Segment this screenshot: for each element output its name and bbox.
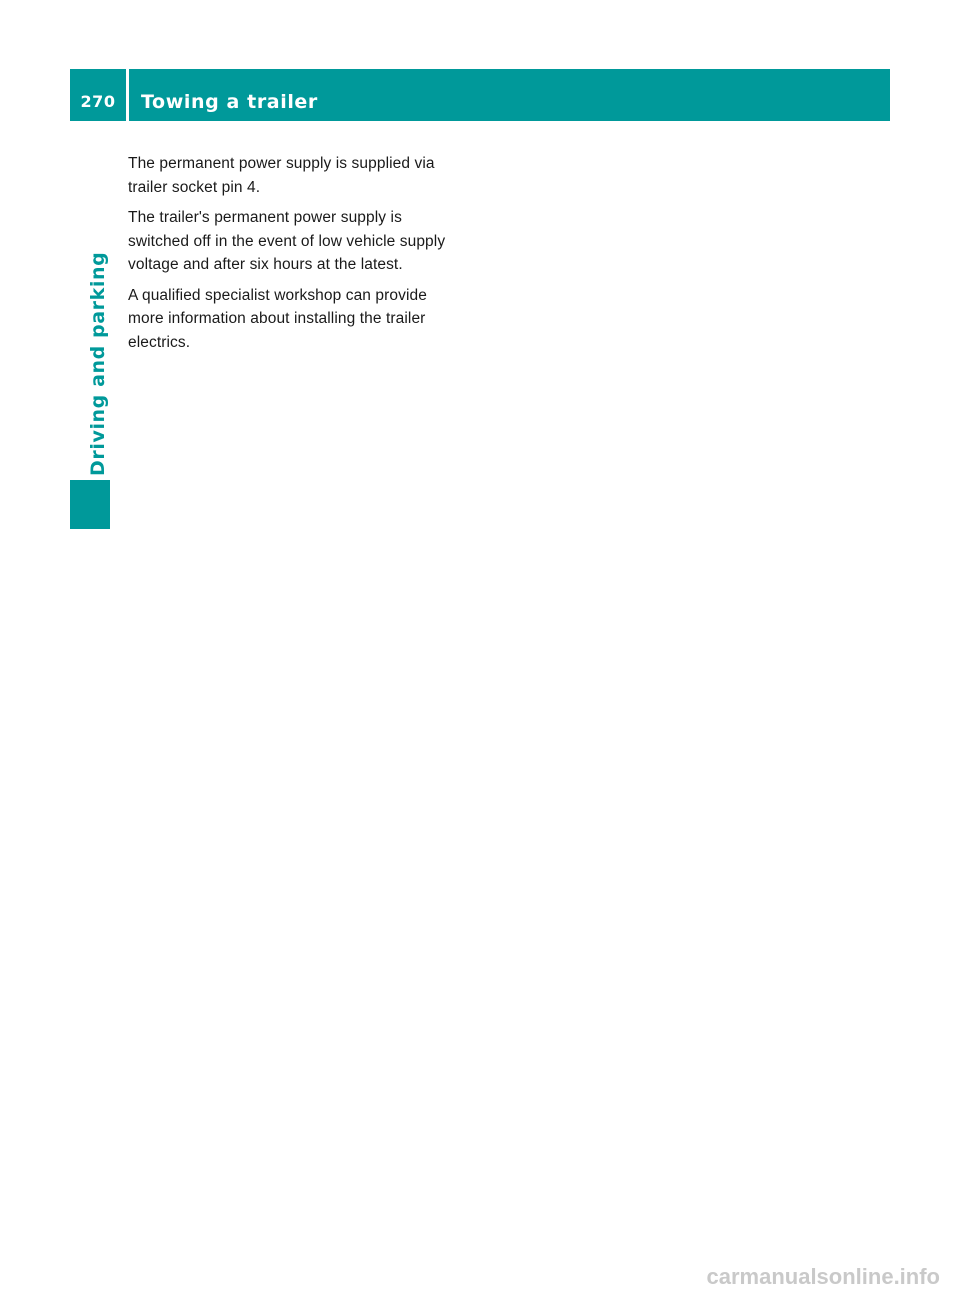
chapter-tab-marker (70, 480, 110, 529)
paragraph-power-supply: The permanent power supply is supplied via trailer socket pin 4. (128, 155, 435, 196)
chapter-tab-label: Driving and parking (87, 251, 109, 476)
body-text (128, 152, 462, 361)
paragraph-workshop: A qualified specialist workshop can provide more information about installing the trailer electrics. (128, 286, 427, 351)
paragraph-switch-off: The trailer's permanent power supply is switched off in the event of low vehicle supply voltage and after six hours at the latest. (128, 209, 446, 273)
watermark-logo (584, 1262, 944, 1292)
header-divider (126, 69, 129, 121)
section-title: Towing a trailer (141, 91, 318, 113)
page-number: 270 (80, 92, 116, 111)
svg-text:carmanualsonline.info: carmanualsonline.info (706, 1264, 940, 1289)
